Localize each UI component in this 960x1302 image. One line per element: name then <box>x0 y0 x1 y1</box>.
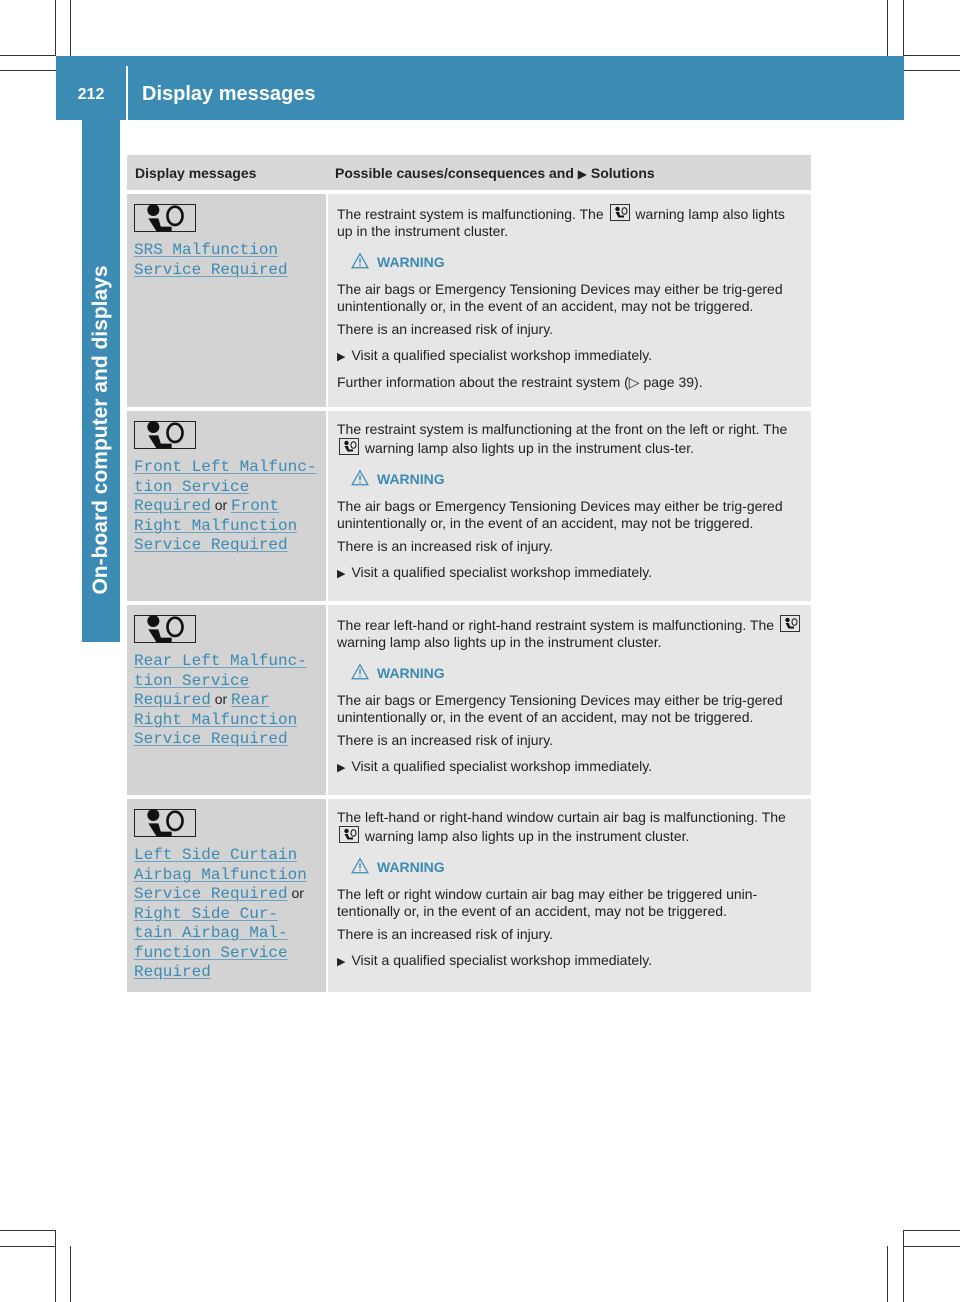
step-text: Visit a qualified specialist workshop immediately. <box>351 564 653 580</box>
cause-text <box>337 421 803 457</box>
page-number: 212 <box>77 86 105 103</box>
warning-triangle-icon <box>351 857 369 877</box>
message-line: Service Required <box>134 536 288 554</box>
page-header <box>56 56 904 120</box>
crop-mark <box>903 1230 904 1302</box>
crop-mark <box>0 55 56 56</box>
cause-text-a: The restraint system is malfunctioning. The <box>337 206 604 222</box>
play-arrow-icon: ▶ <box>577 167 588 181</box>
cause-text-a: The left-hand or right-hand window curtain air bag is malfunctioning. The <box>337 809 786 825</box>
crop-mark <box>903 0 904 56</box>
or-connector: or <box>214 497 228 513</box>
airbag-warning-icon <box>134 421 196 449</box>
causes-solutions-cell <box>327 409 811 603</box>
display-message-cell <box>127 409 327 603</box>
display-message-cell <box>127 603 327 797</box>
warning-heading <box>351 252 803 272</box>
solution-step <box>337 564 803 583</box>
message-line: Required <box>134 963 211 981</box>
section-title: Display messages <box>142 83 316 105</box>
cause-text <box>337 809 803 845</box>
step-text: Visit a qualified specialist workshop immediately. <box>351 952 653 968</box>
display-message-cell <box>127 192 327 409</box>
cause-text-b: warning lamp also lights up in the instrument cluster. <box>337 206 785 239</box>
message-line: Rear <box>231 691 270 709</box>
cause-text <box>337 204 803 240</box>
message-line: Airbag Malfunction <box>134 865 307 884</box>
warning-label: WARNING <box>377 665 445 681</box>
crop-mark <box>887 0 888 56</box>
message-line: Service Required <box>134 260 288 279</box>
message-line: Service Required <box>134 885 288 903</box>
message-line: SRS Malfunction <box>134 241 279 259</box>
crop-mark <box>55 0 56 56</box>
step-arrow-icon: ▶ <box>337 568 346 580</box>
display-message-cell <box>127 797 327 992</box>
further-info-text: Further information about the restraint system (▷ page 39). <box>337 374 703 390</box>
display-message-text <box>134 240 320 279</box>
warning-label: WARNING <box>377 859 445 875</box>
solution-step <box>337 347 803 366</box>
crop-mark <box>0 70 56 71</box>
crop-mark <box>904 70 960 71</box>
col-header-display-messages: Display messages <box>127 155 327 192</box>
airbag-warning-icon <box>134 809 196 837</box>
crop-mark <box>904 55 960 56</box>
causes-solutions-cell <box>327 603 811 797</box>
message-line: tion Service <box>134 671 250 690</box>
message-line: Right Malfunction <box>134 516 298 535</box>
step-text: Visit a qualified specialist workshop immediately. <box>351 347 653 363</box>
message-line: Right Side Cur- <box>134 904 279 923</box>
warning-heading <box>351 469 803 489</box>
step-arrow-icon: ▶ <box>337 956 346 968</box>
message-line: function Service <box>134 943 288 962</box>
crop-mark <box>0 1246 56 1247</box>
chapter-tab-label: On-board computer and displays <box>89 265 112 595</box>
warning-triangle-icon <box>351 469 369 489</box>
cause-text-b: warning lamp also lights up in the instrument clus-ter. <box>364 440 695 456</box>
step-arrow-icon: ▶ <box>337 351 346 363</box>
causes-solutions-cell <box>327 192 811 409</box>
crop-mark <box>904 1230 960 1231</box>
warning-heading <box>351 663 803 683</box>
message-line: Required <box>134 691 211 709</box>
crop-mark <box>0 1230 56 1231</box>
message-line: Front <box>231 497 280 515</box>
message-line: Required <box>134 497 211 515</box>
solution-step <box>337 758 803 777</box>
warning-heading <box>351 857 803 877</box>
table-row <box>127 797 811 992</box>
airbag-warning-icon <box>134 615 196 643</box>
cause-text-b: warning lamp also lights up in the instrument cluster. <box>337 634 662 650</box>
cause-text-a: The restraint system is malfunctioning at the front on the left or right. The <box>337 421 788 437</box>
warning-label: WARNING <box>377 254 445 270</box>
crop-mark <box>904 1246 960 1247</box>
table-row <box>127 192 811 409</box>
message-line: Front Left Malfunc- <box>134 458 317 476</box>
cause-text-a: The rear left-hand or right-hand restraint system is malfunctioning. The <box>337 617 775 633</box>
or-connector: or <box>214 691 228 707</box>
risk-text: There is an increased risk of injury. <box>337 926 554 942</box>
col-header-causes-solutions <box>327 155 811 192</box>
message-line: Right Malfunction <box>134 710 298 729</box>
airbag-lamp-icon <box>339 438 359 455</box>
risk-text: There is an increased risk of injury. <box>337 732 554 748</box>
table-row <box>127 409 811 603</box>
warning-text: The air bags or Emergency Tensioning Devices may either be trig-gered unintentionally or, in the event of an accident, may not be triggered. <box>337 281 783 314</box>
display-messages-table <box>127 155 811 992</box>
risk-text: There is an increased risk of injury. <box>337 538 554 554</box>
warning-text: The air bags or Emergency Tensioning Devices may either be trig-gered unintentionally or, in the event of an accident, may not be triggered. <box>337 498 783 531</box>
airbag-lamp-icon <box>780 615 800 632</box>
crop-mark <box>70 1246 71 1302</box>
or-connector: or <box>291 885 304 901</box>
warning-label: WARNING <box>377 471 445 487</box>
table-row <box>127 603 811 797</box>
warning-triangle-icon <box>351 252 369 272</box>
message-line: tion Service <box>134 477 250 496</box>
cause-text-b: warning lamp also lights up in the instrument cluster. <box>364 828 690 844</box>
display-message-text <box>134 457 320 555</box>
causes-solutions-cell <box>327 797 811 992</box>
crop-mark <box>55 1230 56 1302</box>
display-message-text <box>134 845 320 982</box>
solution-step <box>337 952 803 971</box>
airbag-lamp-icon <box>339 826 359 843</box>
message-line: Left Side Curtain <box>134 846 298 864</box>
crop-mark <box>70 0 71 56</box>
crop-mark <box>887 1246 888 1302</box>
col-header-causes: Possible causes/consequences and <box>335 165 574 181</box>
cause-text <box>337 615 803 651</box>
warning-text: The air bags or Emergency Tensioning Devices may either be trig-gered unintentionally or, in the event of an accident, may not be triggered. <box>337 692 783 725</box>
message-line: tain Airbag Mal- <box>134 924 288 942</box>
header-divider <box>126 66 128 120</box>
risk-text: There is an increased risk of injury. <box>337 321 554 337</box>
step-arrow-icon: ▶ <box>337 762 346 774</box>
step-text: Visit a qualified specialist workshop immediately. <box>351 758 653 774</box>
airbag-warning-icon <box>134 204 196 232</box>
message-line: Service Required <box>134 730 288 748</box>
col-header-solutions: Solutions <box>590 165 655 181</box>
message-line: Rear Left Malfunc- <box>134 652 307 670</box>
warning-triangle-icon <box>351 663 369 683</box>
display-message-text <box>134 651 320 749</box>
airbag-lamp-icon <box>610 204 630 221</box>
warning-text: The left or right window curtain air bag may either be triggered unin-tentionally or, in the event of an accident, may not be triggered. <box>337 886 758 919</box>
